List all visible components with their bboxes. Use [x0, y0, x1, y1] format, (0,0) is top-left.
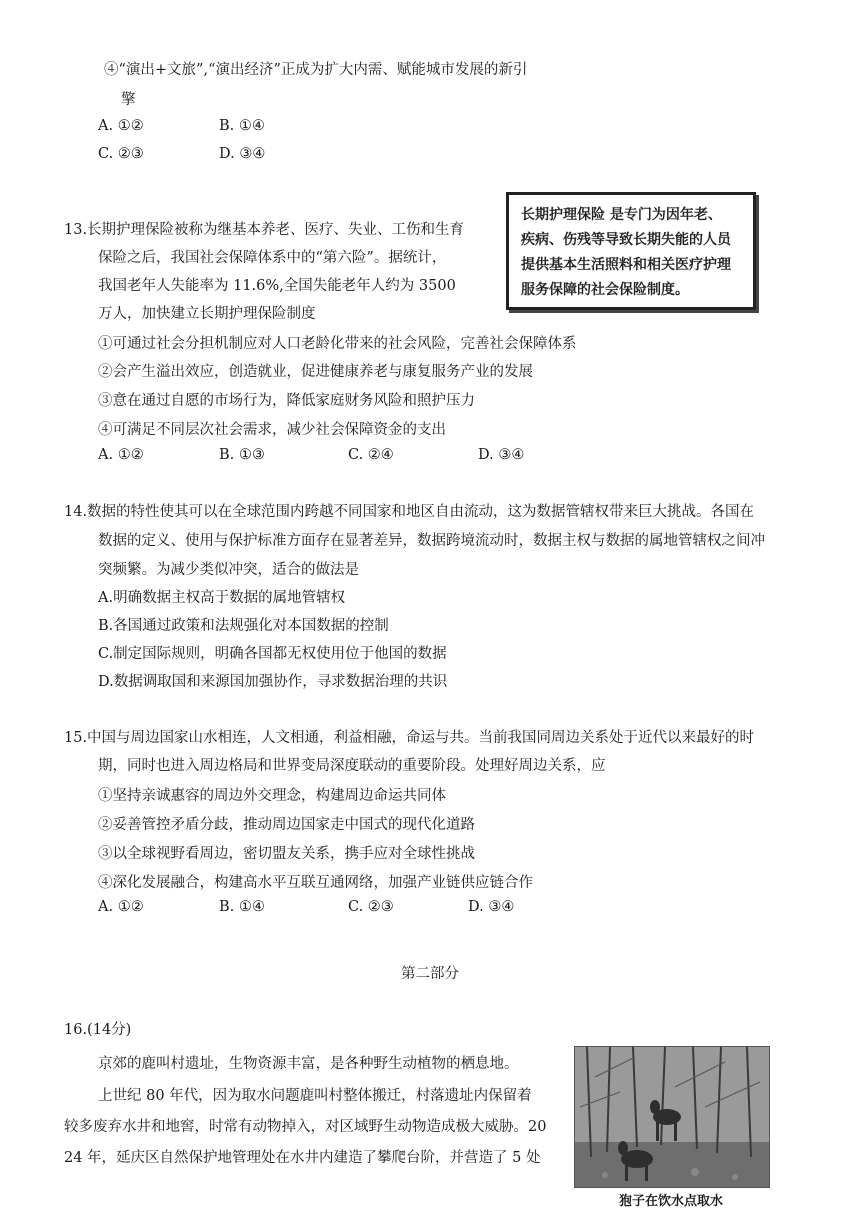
- q16-para-line3: 较多废弃水井和地窖，时常有动物掉入，对区域野生动物造成极大威胁。20: [64, 1119, 547, 1135]
- q15-option-a: A. ①②: [98, 899, 144, 915]
- q13-item-1: ①可通过社会分担机制应对人口老龄化带来的社会风险，完善社会保障体系: [98, 336, 577, 352]
- q13-stem-line1: 13.长期护理保险被称为继基本养老、医疗、失业、工伤和生育: [64, 222, 465, 238]
- q12-option-a: A. ①②: [98, 118, 144, 134]
- forest-scene-image: [575, 1047, 769, 1187]
- q12-option-b: B. ①④: [219, 118, 265, 134]
- q13-item-4: ④可满足不同层次社会需求，减少社会保障资金的支出: [98, 422, 446, 438]
- q15-option-d: D. ③④: [468, 899, 515, 915]
- q15-option-c: C. ②③: [348, 899, 394, 915]
- q12-option-d: D. ③④: [219, 146, 266, 162]
- callout-line-4: 服务保障的社会保险制度。: [521, 282, 689, 298]
- q13-item-3: ③意在通过自愿的市场行为，降低家庭财务风险和照护压力: [98, 393, 475, 409]
- photo-caption: 狍子在饮水点取水: [618, 1194, 723, 1209]
- q15-item-2: ②妥善管控矛盾分歧，推动周边国家走中国式的现代化道路: [98, 817, 475, 833]
- q13-option-c: C. ②④: [348, 447, 394, 463]
- q14-choice-d: D.数据调取国和来源国加强协作，寻求数据治理的共识: [98, 674, 448, 690]
- callout-line-2: 疾病、伤残等导致长期失能的人员: [521, 232, 731, 248]
- q15-stem-line2: 期，同时也进入周边格局和世界变局深度联动的重要阶段。处理好周边关系，应: [98, 758, 606, 774]
- q16-header: 16.(14分): [64, 1022, 132, 1038]
- q13-option-b: B. ①③: [219, 447, 265, 463]
- q14-stem-line2: 数据的定义、使用与保护标准方面存在显著差异，数据跨境流动时，数据主权与数据的属地管辖权之间冲: [98, 533, 765, 549]
- q15-stem-line1: 15.中国与周边国家山水相连，人文相通，利益相融，命运与共。当前我国同周边关系处于近代以来最好的时: [64, 730, 755, 746]
- q13-stem-line4: 万人，加快建立长期护理保险制度: [98, 306, 316, 322]
- q13-stem-line3: 我国老年人失能率为 11.6%,全国失能老年人约为 3500: [98, 278, 456, 294]
- section-title: 第二部分: [401, 966, 459, 982]
- q14-choice-b: B.各国通过政策和法规强化对本国数据的控制: [98, 618, 389, 634]
- q15-item-3: ③以全球视野看周边，密切盟友关系，携手应对全球性挑战: [98, 846, 475, 862]
- q16-para-line4: 24 年，延庆区自然保护地管理处在水井内建造了攀爬台阶，并营造了 5 处: [64, 1150, 541, 1166]
- q15-option-b: B. ①④: [219, 899, 265, 915]
- q16-para-line1: 京郊的鹿叫村遗址，生物资源丰富，是各种野生动植物的栖息地。: [98, 1056, 519, 1072]
- q13-option-a: A. ①②: [98, 447, 144, 463]
- callout-line-3: 提供基本生活照料和相关医疗护理: [521, 257, 731, 273]
- roe-deer-photo: [574, 1046, 770, 1188]
- q14-choice-a: A.明确数据主权高于数据的属地管辖权: [98, 590, 346, 606]
- q13-stem-line2: 保险之后，我国社会保障体系中的“第六险”。据统计，: [98, 250, 447, 266]
- q12-option-c: C. ②③: [98, 146, 144, 162]
- q13-item-2: ②会产生溢出效应，创造就业，促进健康养老与康复服务产业的发展: [98, 364, 533, 380]
- q13-option-d: D. ③④: [478, 447, 525, 463]
- q14-choice-c: C.制定国际规则，明确各国都无权使用位于他国的数据: [98, 646, 447, 662]
- q12-item-4-line2: 擎: [121, 92, 136, 108]
- ltc-insurance-callout-box: [506, 192, 756, 310]
- q14-stem-line1: 14.数据的特性使其可以在全球范围内跨越不同国家和地区自由流动，这为数据管辖权带来巨大挑战。各国在: [64, 504, 755, 520]
- callout-line-1: 长期护理保险 是专门为因年老、: [521, 207, 722, 223]
- q14-stem-line3: 突频繁。为减少类似冲突，适合的做法是: [98, 562, 359, 578]
- q12-item-4-line1: ④“演出+文旅”,“演出经济”正成为扩大内需、赋能城市发展的新引: [104, 62, 528, 78]
- q15-item-4: ④深化发展融合，构建高水平互联互通网络，加强产业链供应链合作: [98, 875, 533, 891]
- q16-para-line2: 上世纪 80 年代，因为取水问题鹿叫村整体搬迁，村落遗址内保留着: [98, 1088, 532, 1104]
- q15-item-1: ①坚持亲诚惠容的周边外交理念，构建周边命运共同体: [98, 788, 446, 804]
